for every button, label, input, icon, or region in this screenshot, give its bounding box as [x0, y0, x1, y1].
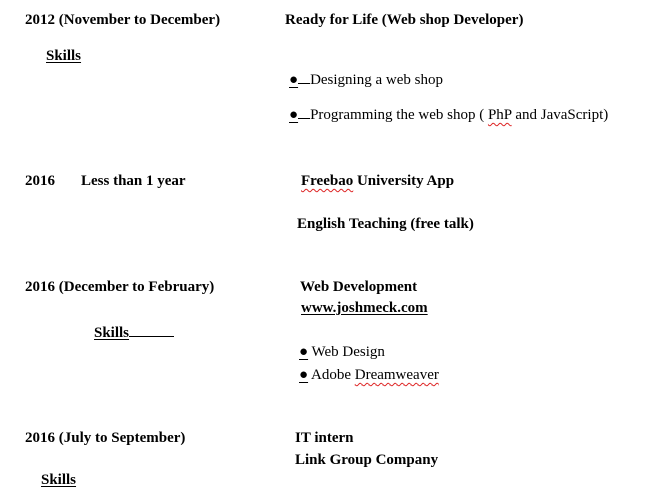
- entry-3-date: 2016 (December to February): [25, 279, 215, 295]
- item-text: Adobe: [311, 367, 355, 383]
- entry-3-title: Web Development: [300, 279, 418, 295]
- bullet-icon: ●: [299, 344, 309, 360]
- entry-4-company: Link Group Company: [295, 452, 439, 468]
- title-part-freebao: Freebao: [301, 173, 354, 189]
- skills-label-text: Skills: [41, 472, 77, 488]
- title-part-rest: University App: [353, 173, 455, 189]
- entry-2-title: [301, 172, 454, 190]
- entry-4-date: 2016 (July to September): [25, 430, 186, 446]
- skills-label-text: Skills: [46, 48, 82, 64]
- entry-1-item-2: [289, 103, 608, 124]
- entry-3-link[interactable]: www.joshmeck.com: [301, 300, 428, 316]
- entry-2-subtitle: English Teaching (free talk): [297, 216, 474, 232]
- entry-3-skills-label: [94, 321, 174, 342]
- entry-1-date: 2012 (November to December): [25, 12, 221, 28]
- item-text: Programming the web shop (: [310, 107, 488, 123]
- item-text: Web Design: [311, 344, 385, 360]
- item-text-dreamweaver: Dreamweaver: [354, 367, 439, 383]
- item-text: Designing a web shop: [310, 72, 443, 88]
- entry-1-skills-label: [40, 47, 81, 65]
- skills-label-text: Skills: [94, 325, 130, 341]
- entry-2-duration: Less than 1 year: [81, 173, 186, 189]
- bullet-icon: ●: [299, 367, 309, 383]
- entry-4-title: IT intern: [295, 430, 354, 446]
- entry-3-item-1: [299, 343, 385, 361]
- entry-2-date: 2016: [25, 173, 55, 189]
- entry-4-skills-label: [38, 471, 76, 489]
- item-text: and JavaScript): [511, 107, 609, 123]
- bullet-icon: ●: [289, 107, 299, 123]
- entry-1-item-1: [289, 68, 443, 89]
- entry-1-title: Ready for Life (Web shop Developer): [285, 12, 524, 28]
- entry-3-item-2: [299, 366, 439, 384]
- item-text-php: PhP: [487, 107, 512, 123]
- bullet-icon: ●: [289, 72, 299, 88]
